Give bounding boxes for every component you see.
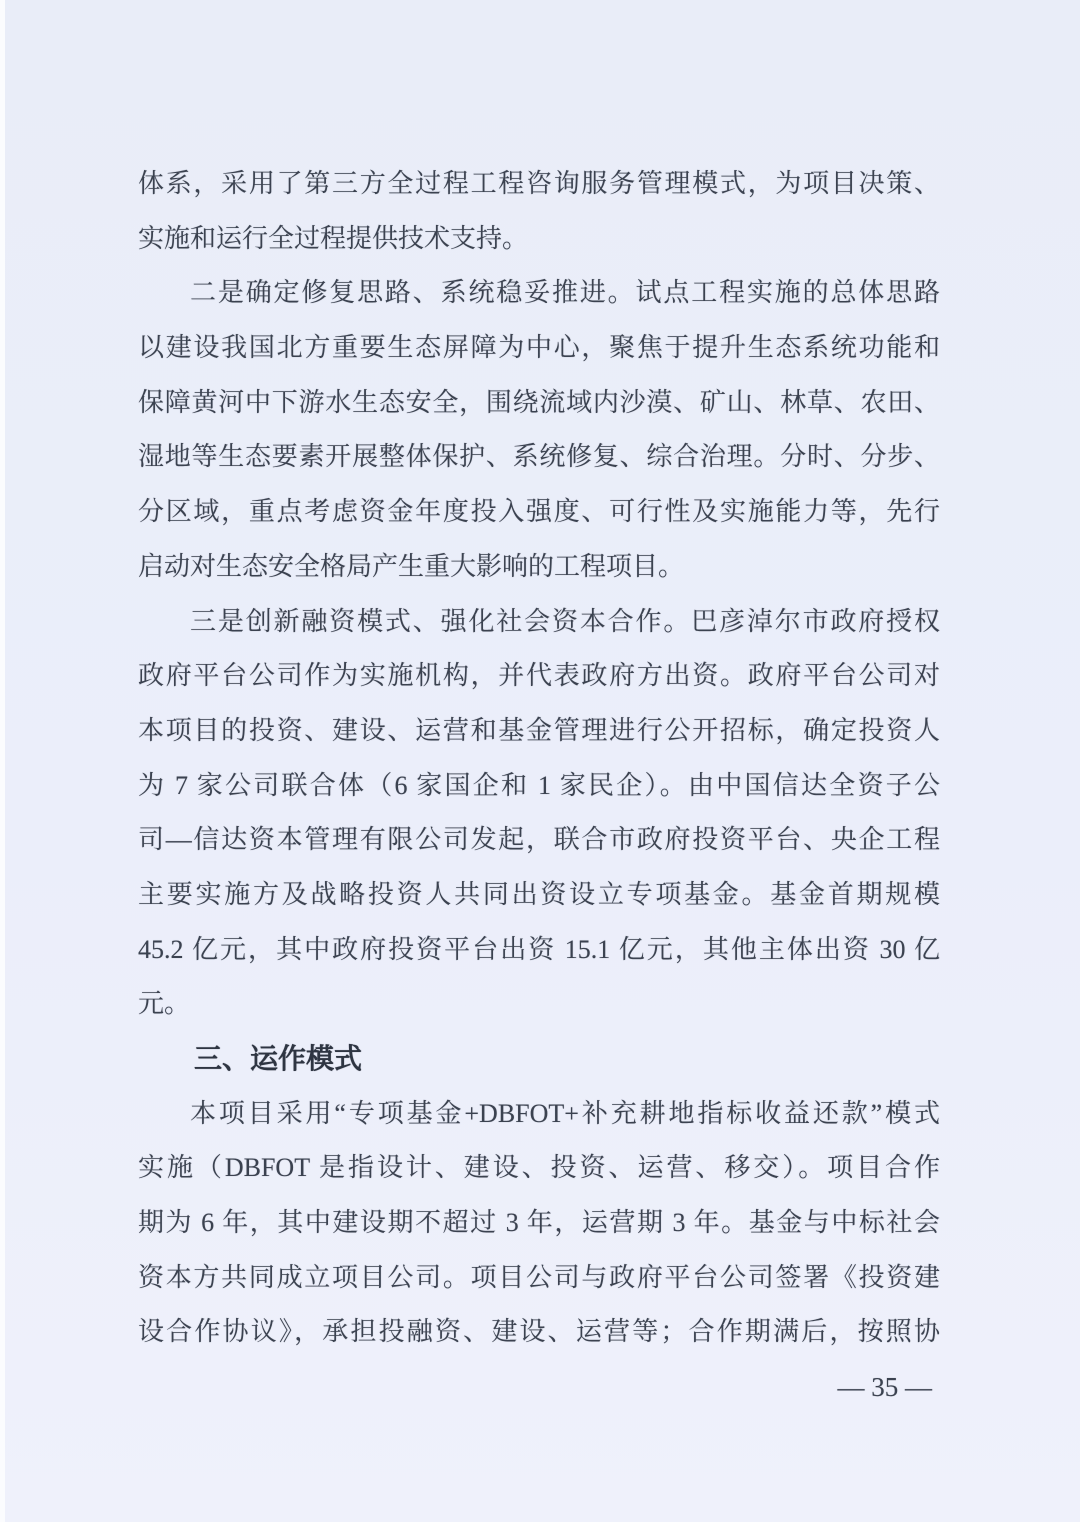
text-line: 司—信达资本管理有限公司发起，联合市政府投资平台、央企工程 xyxy=(138,825,940,855)
text-line: 启动对生态安全格局产生重大影响的工程项目。 xyxy=(138,551,685,581)
text-line: 元。 xyxy=(138,989,191,1019)
page-number: — 35 — xyxy=(837,1372,932,1403)
text-line: 设合作协议》，承担投融资、建设、运营等；合作期满后，按照协 xyxy=(138,1317,940,1347)
text-line: 本项目的投资、建设、运营和基金管理进行公开招标，确定投资人 xyxy=(138,715,940,745)
text-line: 三是创新融资模式、强化社会资本合作。巴彦淖尔市政府授权 xyxy=(190,606,940,636)
text-line: 实施和运行全过程提供技术支持。 xyxy=(138,223,529,253)
text-line: 为 7 家公司联合体（6 家国企和 1 家民企）。由中国信达全资子公 xyxy=(138,770,940,800)
text-line: 湿地等生态要素开展整体保护、系统修复、综合治理。分时、分步、 xyxy=(138,442,940,472)
text-line: 45.2 亿元，其中政府投资平台出资 15.1 亿元，其他主体出资 30 亿 xyxy=(138,934,940,964)
text-line: 资本方共同成立项目公司。项目公司与政府平台公司签署《投资建 xyxy=(138,1262,940,1292)
text-line: 以建设我国北方重要生态屏障为中心，聚焦于提升生态系统功能和 xyxy=(138,333,940,363)
text-line: 实施（DBFOT 是指设计、建设、投资、运营、移交）。项目合作 xyxy=(138,1153,940,1183)
text-line: 政府平台公司作为实施机构，并代表政府方出资。政府平台公司对 xyxy=(138,661,940,691)
document-body xyxy=(5,0,1080,1360)
text-line: 二是确定修复思路、系统稳妥推进。试点工程实施的总体思路 xyxy=(190,278,940,308)
text-line: 分区域，重点考虑资金年度投入强度、可行性及实施能力等，先行 xyxy=(138,497,940,527)
text-line: 保障黄河中下游水生态安全，围绕流域内沙漠、矿山、林草、农田、 xyxy=(138,387,940,417)
text-line: 主要实施方及战略投资人共同出资设立专项基金。基金首期规模 xyxy=(138,879,940,909)
section-heading: 三、运作模式 xyxy=(194,1043,363,1074)
text-line: 本项目采用“专项基金+DBFOT+补充耕地指标收益还款”模式 xyxy=(190,1098,940,1128)
text-line: 体系，采用了第三方全过程工程咨询服务管理模式，为项目决策、 xyxy=(138,169,940,198)
text-line: 期为 6 年，其中建设期不超过 3 年，运营期 3 年。基金与中标社会 xyxy=(138,1208,940,1238)
